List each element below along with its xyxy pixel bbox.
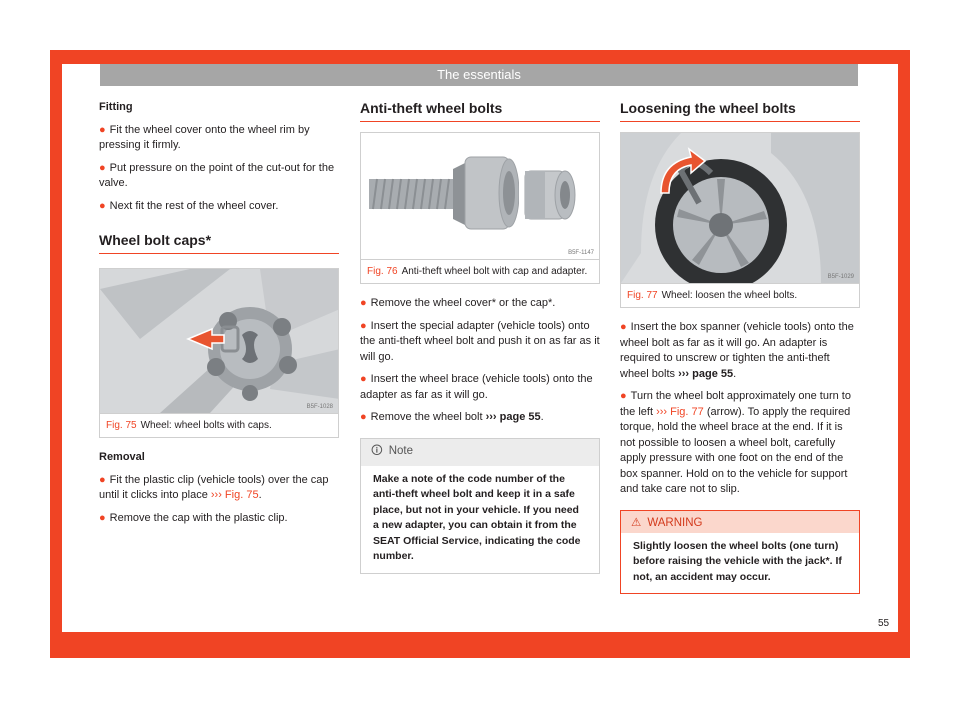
note-box: [360, 438, 600, 574]
note-text: Make a note of the code number of the anti-theft wheel bolt and keep it in a safe place, but not in your vehicle. If you need a new adapter, you can obtain it from the SEAT Official Service, indicating the code number.: [373, 472, 581, 562]
warning-box: [620, 510, 860, 595]
removal-title: Removal: [99, 451, 145, 463]
figure-76: [360, 132, 600, 284]
page-link[interactable]: ››› page 55: [678, 367, 734, 380]
figure-code: B5F-1029: [827, 274, 854, 280]
column-1: [99, 100, 339, 533]
bullet-icon: ●: [99, 199, 106, 212]
note-header: 🛈 Note: [361, 439, 599, 466]
bullet-icon: ●: [99, 161, 106, 174]
list-item: ● Insert the box spanner (vehicle tools) onto the wheel bolt as far as it will go. An adapter is required to unscrew or tighten the anti-theft wheel bolts ››› page 55.: [620, 321, 854, 380]
bullet-icon: ●: [99, 123, 106, 136]
list-item: ● Put pressure on the point of the cut-out for the valve.: [99, 161, 335, 189]
bullet-icon: ●: [360, 319, 367, 332]
page-link[interactable]: ››› page 55: [485, 411, 541, 423]
bullet-icon: ●: [360, 411, 367, 423]
list-item: ● Remove the wheel cover* or the cap*.: [360, 297, 556, 309]
warning-icon: ⚠: [631, 516, 642, 529]
column-3: [620, 100, 860, 594]
loosening-wheel-image: [621, 133, 859, 284]
header-title: The essentials: [100, 64, 858, 86]
warning-text: Slightly loosen the wheel bolts (one turn) before raising the vehicle with the jack*. If not, an accident may occur.: [633, 539, 842, 583]
bullet-icon: ●: [620, 321, 627, 333]
list-item: ● Next fit the rest of the wheel cover.: [99, 199, 279, 212]
list-item: ● Fit the plastic clip (vehicle tools) over the cap until it clicks into place ››› Fig. 75.: [99, 473, 329, 501]
list-item: ● Remove the wheel bolt ››› page 55.: [360, 411, 544, 423]
figure-code: B5F-1028: [306, 404, 333, 410]
bullet-icon: ●: [620, 390, 627, 402]
figure-77: [620, 132, 860, 308]
figure-code: B5F-1147: [568, 250, 594, 256]
info-icon: 🛈: [371, 444, 383, 457]
page-number: 55: [878, 618, 890, 629]
figure-link[interactable]: ››› Fig. 77: [656, 405, 704, 418]
fitting-title: Fitting: [99, 101, 133, 113]
bullet-icon: ●: [360, 373, 367, 385]
list-item: ● Insert the special adapter (vehicle tools) onto the anti-theft wheel bolt and push it on as far as it will go.: [360, 319, 600, 363]
section-title-anti-theft: Anti-theft wheel bolts: [360, 100, 600, 122]
warning-header: ⚠ WARNING: [621, 511, 859, 533]
anti-theft-bolt-image: [361, 133, 599, 260]
bullet-icon: ●: [99, 511, 106, 524]
figure-caption: Fig. 77 Wheel: loosen the wheel bolts.: [627, 290, 798, 301]
figure-75: [99, 268, 339, 438]
list-item: ● Remove the cap with the plastic clip.: [99, 511, 288, 524]
list-item: ● Insert the wheel brace (vehicle tools) onto the adapter as far as it will go.: [360, 373, 593, 401]
bullet-icon: ●: [99, 473, 106, 486]
figure-caption: Fig. 76 Anti-theft wheel bolt with cap and adapter.: [367, 266, 588, 277]
bullet-icon: ●: [360, 297, 367, 309]
column-2: [360, 100, 600, 574]
figure-caption: Fig. 75 Wheel: wheel bolts with caps.: [106, 420, 272, 431]
list-item: ● Turn the wheel bolt approximately one turn to the left ››› Fig. 77 (arrow). To apply the required torque, hold the wheel brace at the end. If it is not possible to loosen a wheel bolt, carefully apply pressure with one foot on the end of the box spanner. Hold on to the vehicle for support and take care not to slip.: [620, 390, 851, 495]
section-title-loosening: Loosening the wheel bolts: [620, 100, 860, 122]
figure-link[interactable]: ››› Fig. 75: [210, 489, 259, 501]
section-title-wheel-bolt-caps: Wheel bolt caps*: [99, 232, 339, 254]
wheel-bolt-caps-image: [100, 269, 338, 414]
list-item: ● Fit the wheel cover onto the wheel rim by pressing it firmly.: [99, 123, 310, 151]
